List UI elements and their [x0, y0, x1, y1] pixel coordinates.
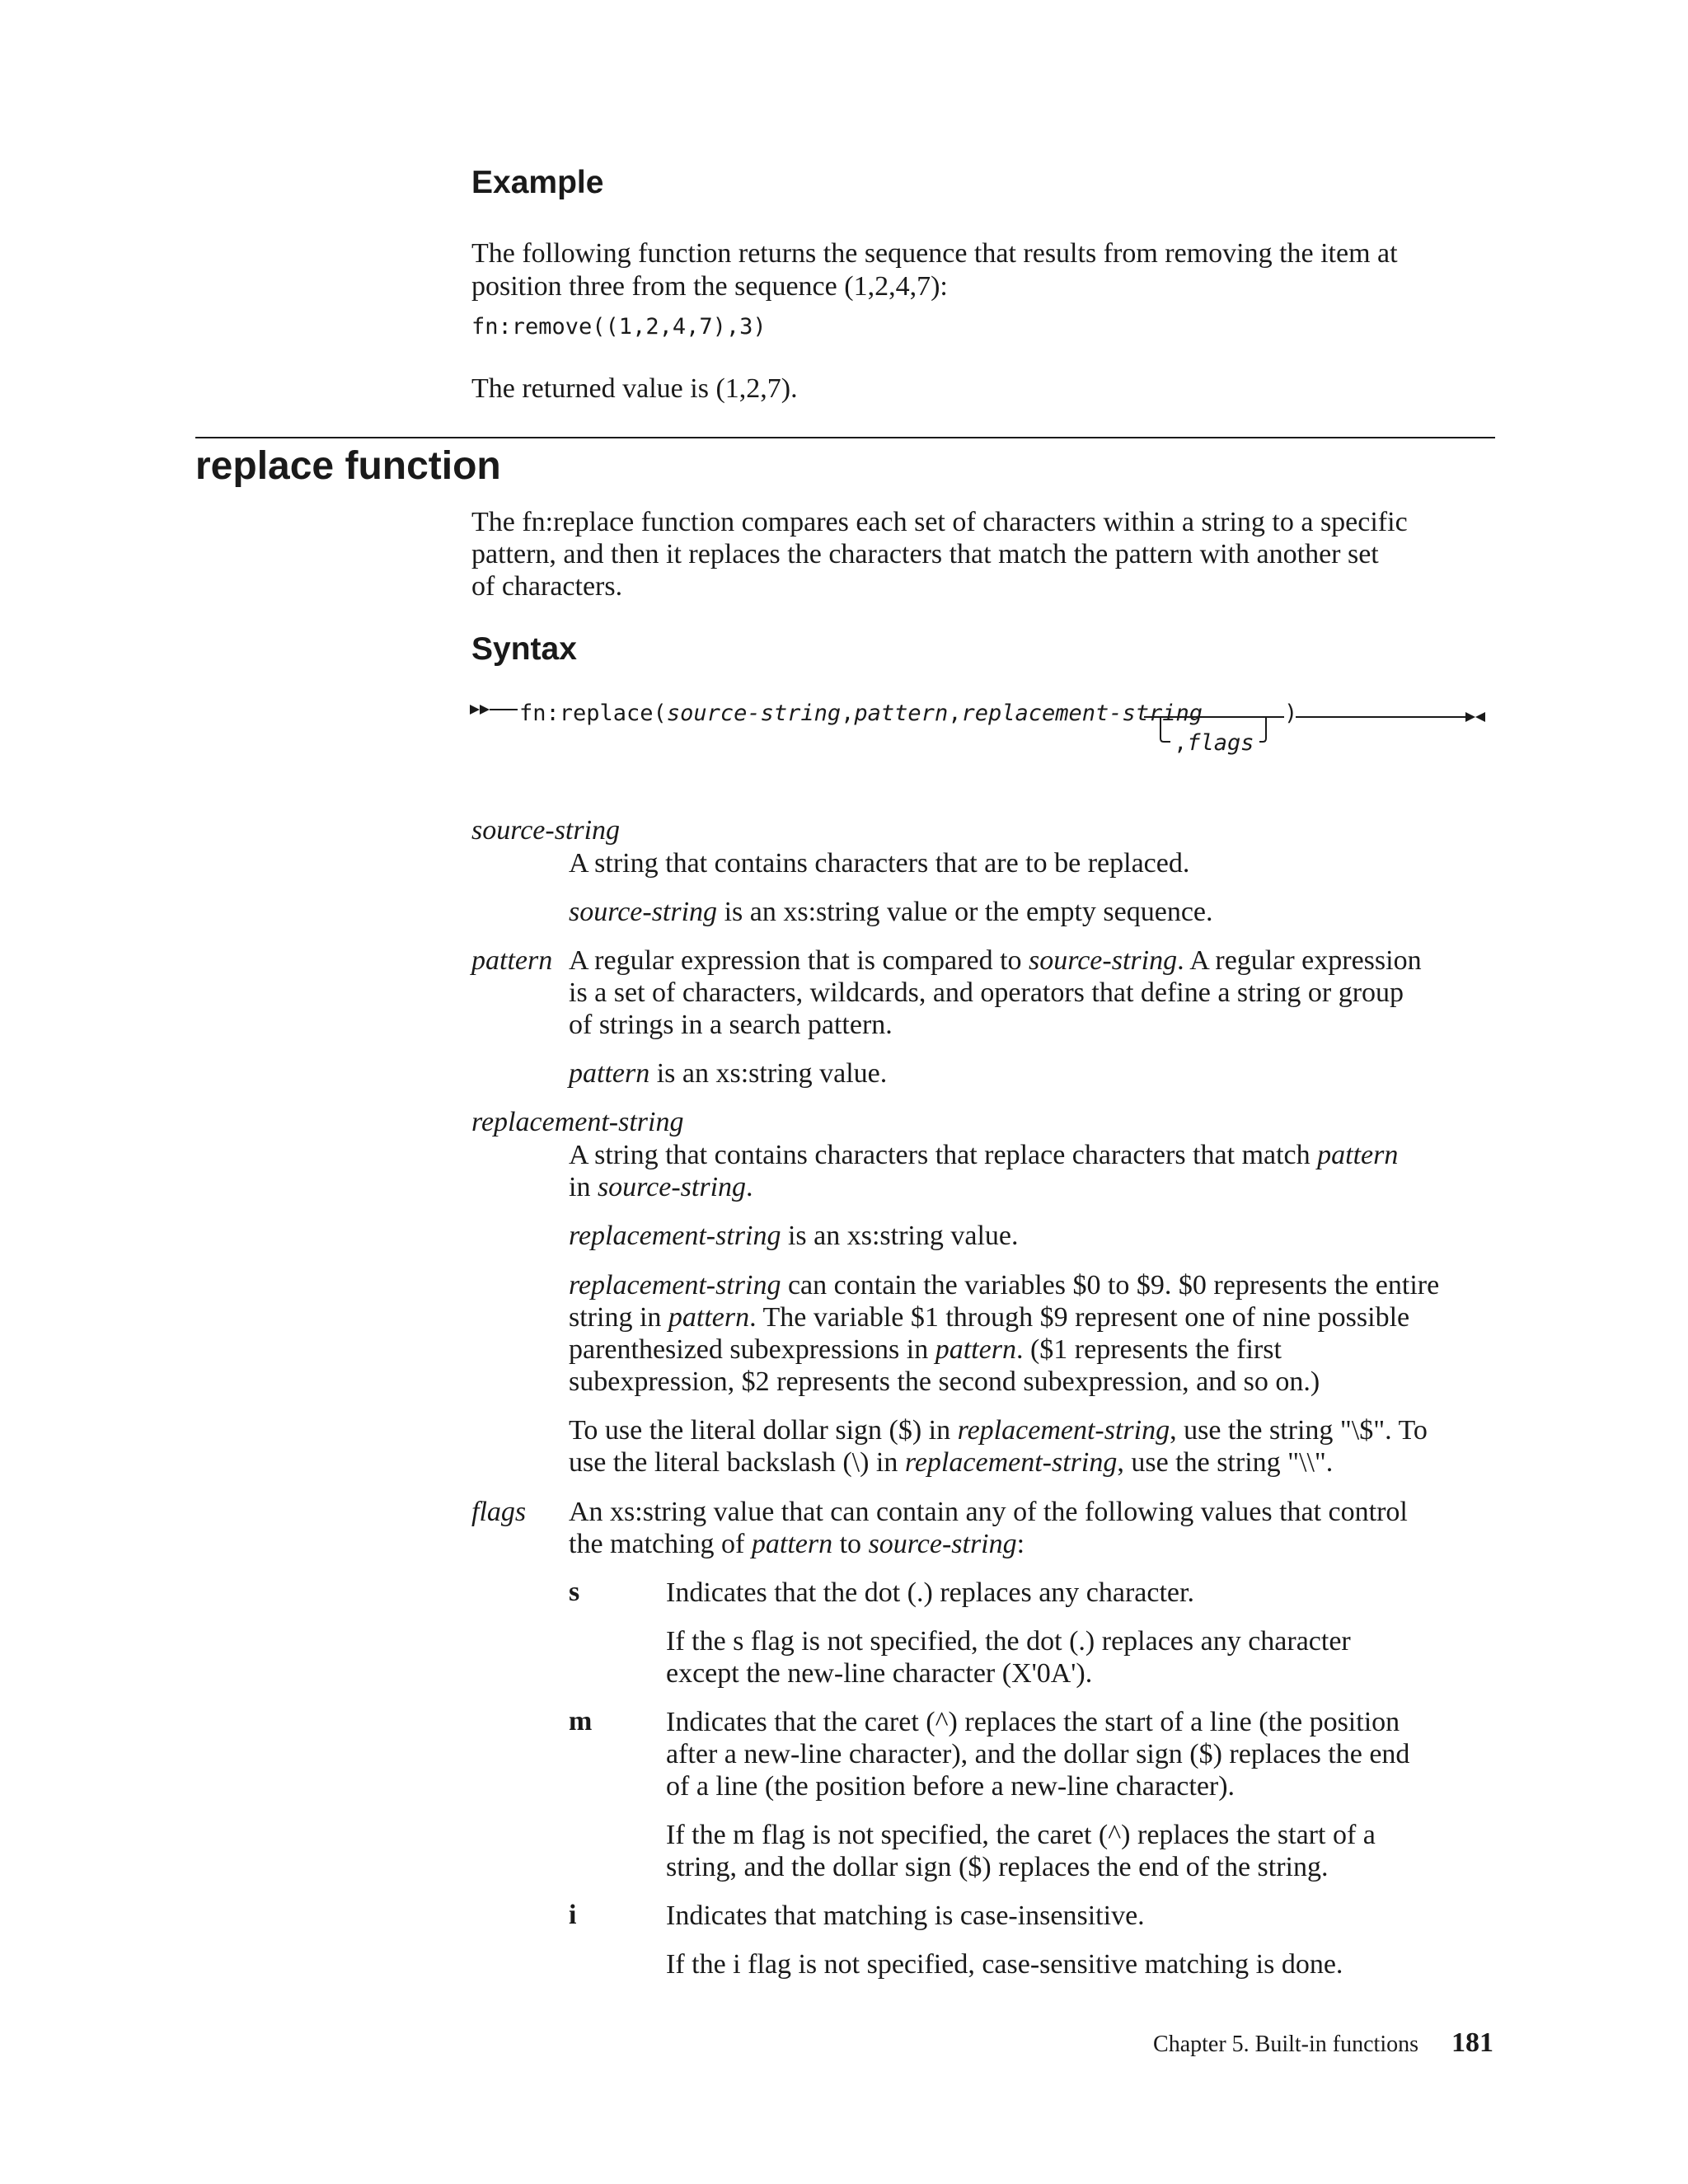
example-result: The returned value is (1,2,7). — [471, 373, 798, 404]
syntax-close-paren: ) — [1284, 701, 1298, 726]
param-type-pattern — [569, 1057, 887, 1090]
syntax-fn-name: fn:replace( — [519, 701, 667, 726]
flag-s-label: s — [569, 1577, 580, 1607]
param-term-flags: flags — [471, 1497, 527, 1527]
syntax-optional-comma: , — [1174, 730, 1188, 756]
replacement-vars-line-1 — [569, 1269, 1439, 1302]
syntax-start-arrow-1 — [470, 705, 480, 715]
flag-m-note-line-2: string, and the dollar sign ($) replaces the end of the string. — [666, 1852, 1329, 1882]
syntax-main-expression — [519, 701, 1203, 726]
term-run: source-string — [1029, 945, 1178, 976]
param-desc-source-string: A string that contains characters that are to be replaced. — [569, 848, 1190, 879]
param-type-source-string — [569, 896, 1213, 929]
flag-i-label: i — [569, 1900, 577, 1930]
text-run: the matching of — [569, 1529, 752, 1559]
flag-m-desc-line-3: of a line (the position before a new-line character). — [666, 1771, 1236, 1802]
term-run: replacement-string — [904, 1447, 1118, 1478]
param-term-pattern: pattern — [471, 945, 553, 976]
text-run: in — [569, 1172, 598, 1202]
param-desc-pattern-line-1 — [569, 944, 1422, 977]
param-type-replacement-string — [569, 1220, 1019, 1253]
text-run: parenthesized subexpressions in — [569, 1334, 935, 1365]
replacement-vars-line-4: subexpression, $2 represents the second subexpression, and so on.) — [569, 1366, 1320, 1397]
text-run: string in — [569, 1302, 668, 1333]
flag-i-note: If the i flag is not specified, case-sensitive matching is done. — [666, 1949, 1343, 1980]
param-desc-replacement-line-1 — [569, 1139, 1398, 1172]
param-type-rest: is an xs:string value or the empty sequence. — [717, 897, 1213, 927]
section-desc-line-1: The fn:replace function compares each set of characters within a string to a specific — [471, 507, 1408, 537]
example-code: fn:remove((1,2,4,7),3) — [471, 314, 767, 340]
replacement-vars-line-2 — [569, 1301, 1409, 1334]
flag-m-desc-line-1: Indicates that the caret (^) replaces the start of a line (the position — [666, 1707, 1400, 1737]
example-heading: Example — [471, 165, 604, 200]
term-run: pattern — [569, 1058, 650, 1089]
text-run: A string that contains characters that replace characters that match — [569, 1140, 1318, 1170]
flag-s-note-line-2: except the new-line character (X'0A'). — [666, 1658, 1093, 1689]
text-run: To use the literal dollar sign ($) in — [569, 1415, 958, 1446]
syntax-diagram — [468, 699, 1498, 765]
text-run: , use the string "\$". To — [1170, 1415, 1428, 1446]
flag-s-note-line-1: If the s flag is not specified, the dot (.) replaces any character — [666, 1626, 1351, 1657]
section-divider — [195, 437, 1495, 438]
term-run: pattern — [751, 1529, 833, 1559]
flag-m-label: m — [569, 1706, 593, 1736]
section-title: replace function — [195, 444, 501, 488]
text-run: : — [1016, 1529, 1025, 1559]
text-run: . The variable $1 through $9 represent one of nine possible — [749, 1302, 1410, 1333]
text-run: can contain the variables $0 to $9. $0 represents the entire — [781, 1270, 1440, 1301]
term-run: source-string — [597, 1172, 747, 1202]
param-desc-pattern-line-3: of strings in a search pattern. — [569, 1010, 893, 1040]
text-run: , use the string "\\". — [1117, 1447, 1334, 1478]
text-run: A regular expression that is compared to — [569, 945, 1029, 976]
page-footer — [1153, 2027, 1493, 2059]
replacement-literal-line-1 — [569, 1414, 1428, 1447]
section-desc-line-3: of characters. — [471, 571, 623, 602]
syntax-branch-right — [1259, 717, 1266, 742]
param-desc-pattern-line-2: is a set of characters, wildcards, and operators that define a string or group — [569, 977, 1404, 1008]
text-run: . ($1 represents the first — [1015, 1334, 1282, 1365]
replacement-vars-line-3 — [569, 1333, 1282, 1366]
term-run: pattern — [1317, 1140, 1399, 1170]
syntax-arg-source-string: source-string — [666, 701, 842, 726]
footer-page-number: 181 — [1451, 2027, 1493, 2058]
syntax-end-arrow-reverse — [1475, 712, 1485, 722]
text-run: . — [746, 1172, 753, 1202]
example-intro-line-2: position three from the sequence (1,2,4,7): — [471, 271, 948, 302]
text-run: is an xs:string value. — [781, 1221, 1019, 1251]
syntax-arg-flags: flags — [1187, 730, 1254, 756]
text-run: is an xs:string value. — [649, 1058, 888, 1089]
flag-i-desc: Indicates that matching is case-insensitive. — [666, 1900, 1145, 1931]
term-run: replacement-string — [569, 1270, 781, 1301]
example-intro-line-1: The following function returns the sequence that results from removing the item at — [471, 238, 1398, 269]
footer-chapter: Chapter 5. Built-in functions — [1153, 2032, 1418, 2057]
replacement-literal-line-2 — [569, 1446, 1333, 1479]
flag-m-note-line-1: If the m flag is not specified, the caret (^) replaces the start of a — [666, 1820, 1376, 1850]
syntax-arg-replacement-string: replacement-string — [961, 701, 1203, 726]
param-desc-flags-line-1: An xs:string value that can contain any of the following values that control — [569, 1497, 1408, 1527]
term-run: replacement-string — [569, 1221, 781, 1251]
text-run: to — [832, 1529, 869, 1559]
term-run: pattern — [668, 1302, 750, 1333]
text-run: use the literal backslash (\) in — [569, 1447, 905, 1478]
syntax-start-arrow-2 — [480, 705, 490, 715]
term-run: replacement-string — [957, 1415, 1170, 1446]
flag-s-desc: Indicates that the dot (.) replaces any character. — [666, 1577, 1194, 1608]
param-type-term: source-string — [569, 897, 718, 927]
syntax-heading: Syntax — [471, 631, 577, 667]
term-run: pattern — [935, 1334, 1016, 1365]
syntax-end-arrow — [1465, 712, 1475, 722]
text-run: . A regular expression — [1177, 945, 1422, 976]
param-term-source-string: source-string — [471, 815, 621, 846]
syntax-optional-flags — [1174, 730, 1254, 756]
syntax-arg-pattern: pattern — [854, 701, 949, 726]
syntax-comma-2: , — [948, 701, 962, 726]
param-desc-replacement-line-2 — [569, 1171, 753, 1204]
flag-m-desc-line-2: after a new-line character), and the dollar sign ($) replaces the end — [666, 1739, 1410, 1769]
param-desc-flags-line-2 — [569, 1528, 1025, 1561]
term-run: source-string — [868, 1529, 1017, 1559]
syntax-comma-1: , — [841, 701, 855, 726]
section-desc-line-2: pattern, and then it replaces the characters that match the pattern with another set — [471, 539, 1379, 569]
param-term-replacement-string: replacement-string — [471, 1107, 684, 1137]
